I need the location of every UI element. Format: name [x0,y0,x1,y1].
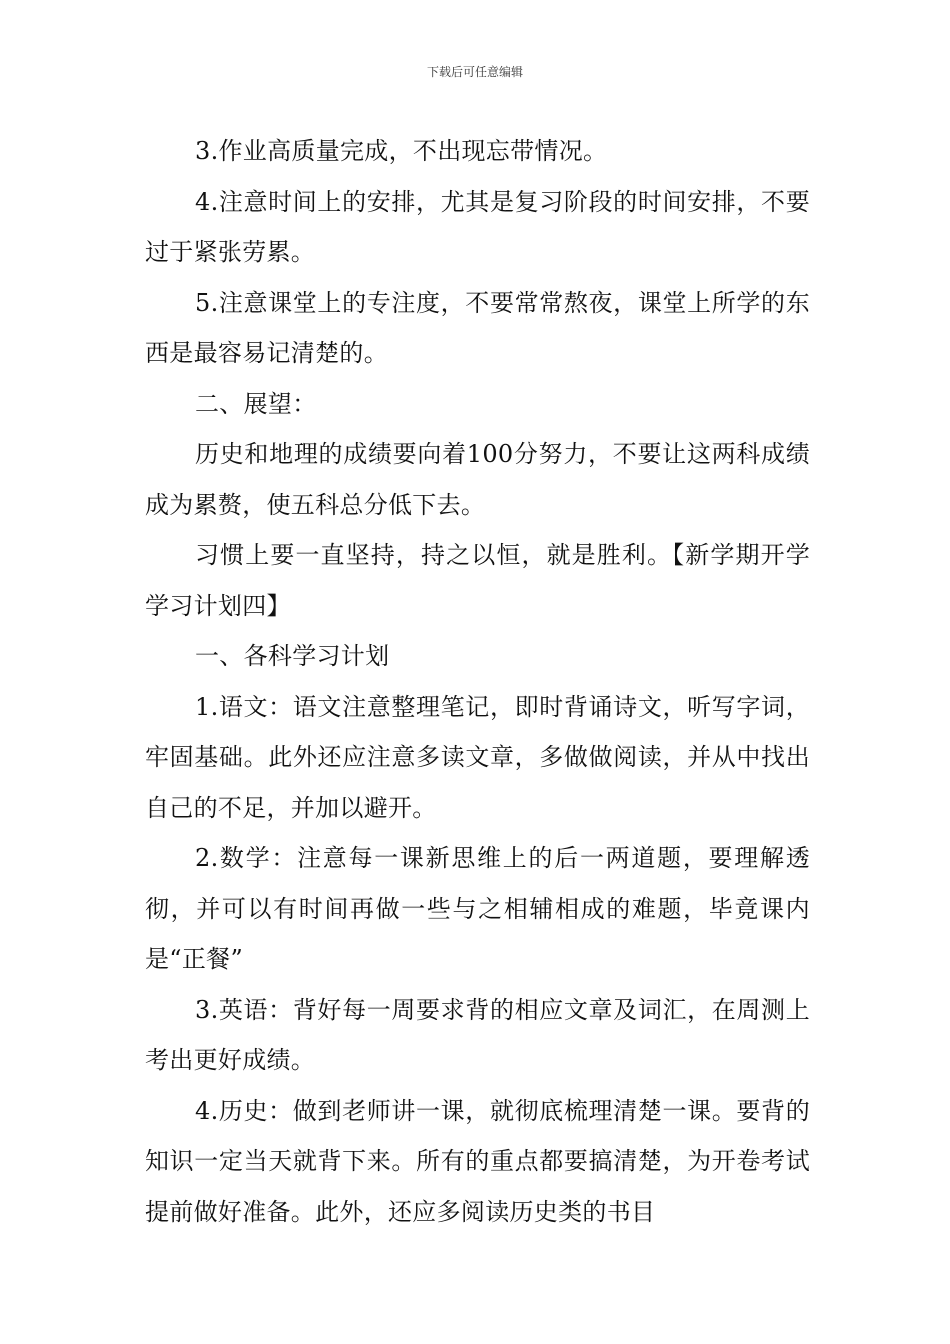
paragraph-history: 4.历史：做到老师讲一课，就彻底梳理清楚一课。要背的知识一定当天就背下来。所有的重点都要搞清楚，为开卷考试提前做好准备。此外，还应多阅读历史类的书目 [145,1096,810,1226]
paragraph-habit: 习惯上要一直坚持，持之以恒，就是胜利。【新学期开学学习计划四】 [145,541,810,620]
paragraph-time-arrangement: 4.注意时间上的安排，尤其是复习阶段的时间安排，不要过于紧张劳累。 [145,187,810,266]
section-heading-subject-plans: 一、各科学习计划 [195,642,390,670]
section-heading-outlook: 二、展望： [195,389,317,418]
paragraph-chinese: 1.语文：语文注意整理笔记，即时背诵诗文，听写字词，牢固基础。此外还应注意多读文章，多做做阅读，并从中找出自己的不足，并加以避开。 [145,692,810,822]
paragraph-history-geography: 历史和地理的成绩要向着100分努力，不要让这两科成绩成为累赘，使五科总分低下去。 [145,440,810,519]
page-header-note: 下载后可任意编辑 [426,65,523,79]
document-body [145,126,810,1237]
paragraph-math: 2.数学：注意每一课新思维上的后一两道题，要理解透彻，并可以有时间再做一些与之相辅相成的难题，毕竟课内是“正餐” [145,844,810,973]
paragraph-homework: 3.作业高质量完成，不出现忘带情况。 [195,137,608,165]
paragraph-english: 3.英语：背好每一周要求背的相应文章及词汇，在周测上考出更好成绩。 [145,995,810,1074]
paragraph-class-focus: 5.注意课堂上的专注度，不要常常熬夜，课堂上所学的东西是最容易记清楚的。 [145,288,810,367]
